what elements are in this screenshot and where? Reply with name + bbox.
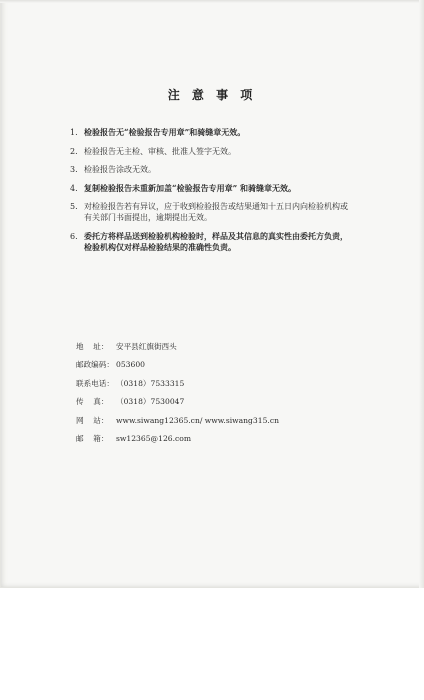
- notice-text-wrap: [84, 201, 370, 223]
- phone-label: 联系电话：: [76, 378, 114, 388]
- contact-postcode: [76, 360, 376, 369]
- contact-block: [76, 342, 376, 452]
- notice-list: [70, 127, 370, 260]
- address-label: 地 址：: [76, 342, 109, 351]
- website-label: 网 站：: [76, 415, 109, 425]
- phone-value: （0318）7533315: [116, 378, 185, 388]
- contact-email: [76, 434, 376, 443]
- notice-text-continued: 检验机构仅对样品检验结果的准确性负责。: [84, 241, 236, 252]
- notice-text: 委托方将样品送到检验机构检验时，样品及其信息的真实性由委托方负责，: [84, 230, 348, 241]
- notice-item-5: [70, 201, 370, 223]
- fax-value: （0318）7530047: [116, 397, 185, 407]
- notice-text: 检验报告涂改无效。: [84, 165, 156, 174]
- notice-text: 检验报告无主检、审核、批准人签字无效。: [84, 146, 236, 156]
- address-value: 安平县红旗街西头: [116, 342, 177, 351]
- scan-shadow-top: [0, 0, 424, 3]
- contact-website: [76, 416, 376, 425]
- notice-item-1: [70, 127, 370, 138]
- contact-fax: [76, 397, 376, 406]
- notice-text-wrap: [84, 231, 370, 253]
- notice-item-2: [70, 146, 370, 157]
- notice-number: 6.: [70, 231, 78, 241]
- contact-address: [76, 342, 376, 351]
- notice-item-4: [70, 183, 370, 194]
- website-value: www.siwang12365.cn/ www.siwang315.cn: [116, 415, 279, 425]
- notice-number: 4.: [70, 183, 78, 193]
- notice-text: 复制检验报告未重新加盖“检验报告专用章” 和骑缝章无效。: [84, 182, 296, 193]
- notice-item-6: [70, 231, 370, 253]
- notice-text: 检验报告无“检验报告专用章”和骑缝章无效。: [84, 127, 246, 137]
- contact-phone: [76, 379, 376, 388]
- postcode-value: 053600: [116, 360, 145, 370]
- notice-text-continued: 有关部门书面提出，逾期提出无效。: [84, 213, 212, 222]
- notice-number: 2.: [70, 146, 78, 156]
- notice-number: 1.: [70, 128, 78, 137]
- page-title: 注 意 事 项: [167, 88, 257, 102]
- email-label: 邮 箱：: [76, 433, 109, 443]
- fax-label: 传 真：: [76, 397, 109, 407]
- postcode-label: 邮政编码：: [76, 360, 114, 370]
- notice-number: 3.: [70, 165, 78, 174]
- notice-text: 对检验报告若有异议，应于收到检验报告或结果通知十五日内向检验机构或: [84, 202, 348, 211]
- notice-item-3: [70, 164, 370, 175]
- notice-number: 5.: [70, 202, 78, 211]
- email-value: sw12365@126.com: [116, 433, 192, 443]
